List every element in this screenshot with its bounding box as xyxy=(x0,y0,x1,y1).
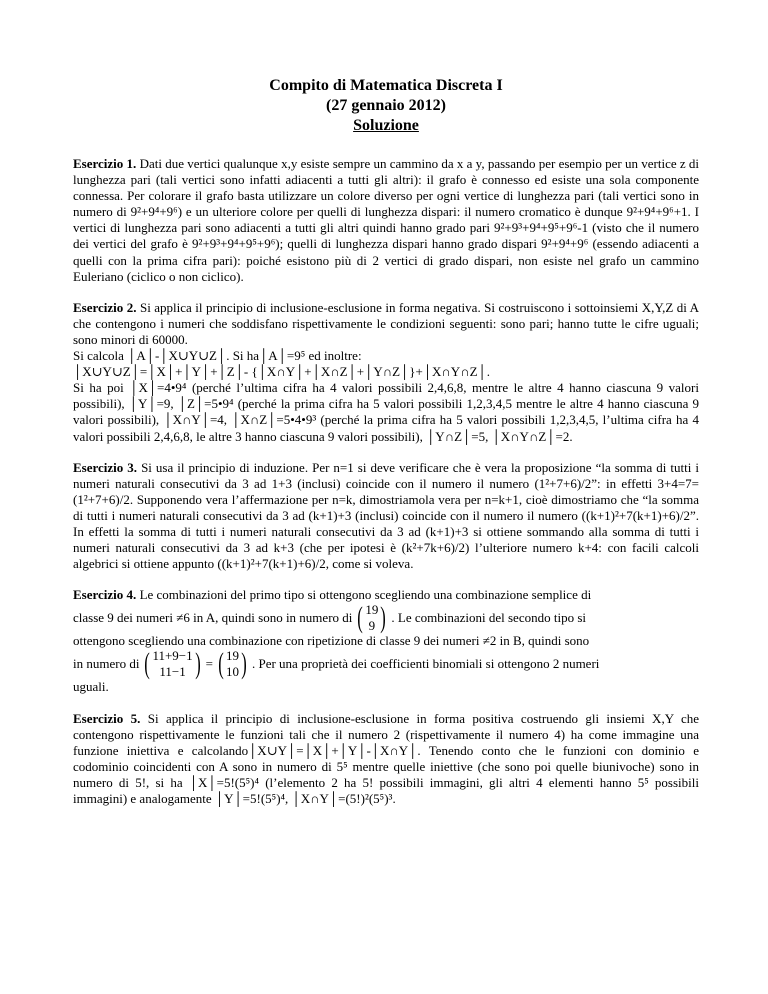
exercise-5-text: Si applica il principio di inclusione-esclusione in forma positiva costruendo gli insiemi X,Y che contengono rispettivamente le funzioni tali che il numero 2 (rispettivamente il numero 4) ha come immagine una funzione iniettiva e calcolando│X∪Y│=│X│+│Y│-│X∩Y│. Tenendo conto che le funzioni con dominio e codominio coincidenti con A sono in numero di 5⁵ mentre quelle iniettive (che sono poi quelle biunivoche) sono in numero di 5!, si ha │X│=5!(5⁵)⁴ (l’elemento 2 ha 5! possibili immagini, gli altri 4 elementi hanno 5⁵ possibili immagini) e analogamente │Y│=5!(5⁵)⁴, │X∩Y│=(5!)²(5⁵)³. xyxy=(73,710,699,806)
exercise-5-label: Esercizio 5. xyxy=(73,710,141,726)
exercise-4 xyxy=(73,587,699,695)
exercise-1-label: Esercizio 1. xyxy=(73,156,137,171)
title-block xyxy=(73,76,699,136)
exercise-4-line-2b: . Le combinazioni del secondo tipo si xyxy=(391,610,586,626)
exercise-2-label: Esercizio 2. xyxy=(73,299,137,315)
exercise-5 xyxy=(73,711,699,808)
document-date: (27 gennaio 2012) xyxy=(326,97,446,114)
document-page xyxy=(73,76,699,822)
exercise-2-details: Si ha poi │X│=4•9⁴ (perché l’ultima cifra ha 4 valori possibili 2,4,6,8, mentre le altre 4 hanno ciascuna 9 valori possibili), │Y│=9, │Z│=5•9⁴ (perché la prima cifra ha 5 valori possibili 1,2,3,4,5 mentre le altre 4 hanno ciascuna 9 valori possibili), │X∩Y│=4, │X∩Z│=5•4•9³ (perché la prima cifra ha 5 valori possibili 1,2,3,4,5, l’ultima cifra ha 4 valori possibili 2,4,6,8, le altre 3 hanno ciascuna 9 valori possibili), │Y∩Z│=5, │X∩Y∩Z│=2. xyxy=(73,380,699,444)
document-title: Compito di Matematica Discreta I xyxy=(269,77,503,94)
binomial-11-9-1: ( 11+9−1 11−1 ) xyxy=(144,647,201,681)
exercise-1 xyxy=(73,156,699,285)
equals-sign: = xyxy=(205,656,213,672)
exercise-4-line-4a: in numero di xyxy=(73,656,140,672)
exercise-1-text: Dati due vertici qualunque x,y esiste sempre un cammino da x a y, passando per esempio per un vertice z di lunghezza pari (tali vertici sono infatti adiacenti a tutti gli altri): il grafo è connesso ed esiste una sola componente connessa. Per colorare il grafo basta utilizzare un colore diverso per ogni vertice di lunghezza pari (tali vertici sono in numero di 9²+9⁴+9⁶) e un ulteriore colore per quelli di lunghezza dispari: il numero cromatico è dunque 9²+9⁴+9⁶+1. I vertici di lunghezza pari sono adiacenti a tutti gli altri quindi hanno grado pari 9²+9³+9⁴+9⁵+9⁶-1 (visto che il numero dei vertici del grafo è 9²+9³+9⁴+9⁵+9⁶); quelli di lunghezza dispari hanno grado dispari 9²+9⁴+9⁶ (essendo adiacenti a quelli con la prima cifra pari): poiché esistono più di 2 vertici di grado dispari, non esiste nel grafo un cammino Euleriano (ciclico o non ciclico). xyxy=(73,156,699,284)
binomial-19-10: ( 19 10 ) xyxy=(218,647,247,681)
exercise-4-line-1: Le combinazioni del primo tipo si ottengono scegliendo una combinazione semplice di xyxy=(139,587,592,603)
exercise-3 xyxy=(73,460,699,573)
exercise-3-label: Esercizio 3. xyxy=(73,459,138,475)
exercise-2-intro: Si applica il principio di inclusione-esclusione in forma negativa. Si costruiscono i sottoinsiemi X,Y,Z di A che contengono i numeri che soddisfano rispettivamente le condizioni seguenti: sono pari; hanno tutte le cifre uguali; sono minori di 60000. xyxy=(73,299,699,347)
exercise-4-line-4b: . Per una proprietà dei coefficienti binomiali si ottengono 2 numeri xyxy=(251,656,600,672)
binomial-19-9: ( 19 9 ) xyxy=(357,601,387,635)
exercise-4-label: Esercizio 4. xyxy=(73,587,137,603)
exercise-2 xyxy=(73,300,699,445)
exercise-4-line-3: ottengono scegliendo una combinazione con ripetizione di classe 9 dei numeri ≠2 in B, quindi sono xyxy=(73,633,590,649)
document-subtitle: Soluzione xyxy=(353,117,419,134)
exercise-2-formula-b: │X∪Y∪Z│=│X│+│Y│+│Z│- {│X∩Y│+│X∩Z│+│Y∩Z│}+│X∩Y∩Z│. xyxy=(73,364,490,380)
exercise-4-line-5: uguali. xyxy=(73,679,109,695)
exercise-3-text: Si usa il principio di induzione. Per n=1 si deve verificare che è vera la proposizione “la somma di tutti i numeri naturali consecutivi da 3 ad 1+3 (inclusi) coincide con il numero il numero (1²+7+6)/2”: in effetti 3+4=7=(1²+7+6)/2. Supponendo vera l’affermazione per n=k, dimostriamola vera per n=k+1, cioè dimostriamo che “la somma di tutti i numeri naturali consecutivi da 3 ad (k+1)+3 (inclusi) coincide con il numero il numero ((k+1)²+7(k+1)+6)/2”. In effetti la somma di tutti i numeri naturali consecutivi da 3 ad (k+1)+3 si ottiene sommando alla somma di tutti i numeri naturali consecutivi da 3 ad k+3 (che per ipotesi è (k²+7k+6)/2) l’ulteriore numero k+4: con facili calcoli algebrici si ottiene appunto ((k+1)²+7(k+1)+6)/2, come si voleva. xyxy=(73,459,699,572)
exercise-2-formula-a: Si calcola │A│-│X∪Y∪Z│. Si ha│A│=9⁵ ed inoltre: xyxy=(73,348,362,364)
exercise-4-line-2a: classe 9 dei numeri ≠6 in A, quindi sono in numero di xyxy=(73,610,353,626)
